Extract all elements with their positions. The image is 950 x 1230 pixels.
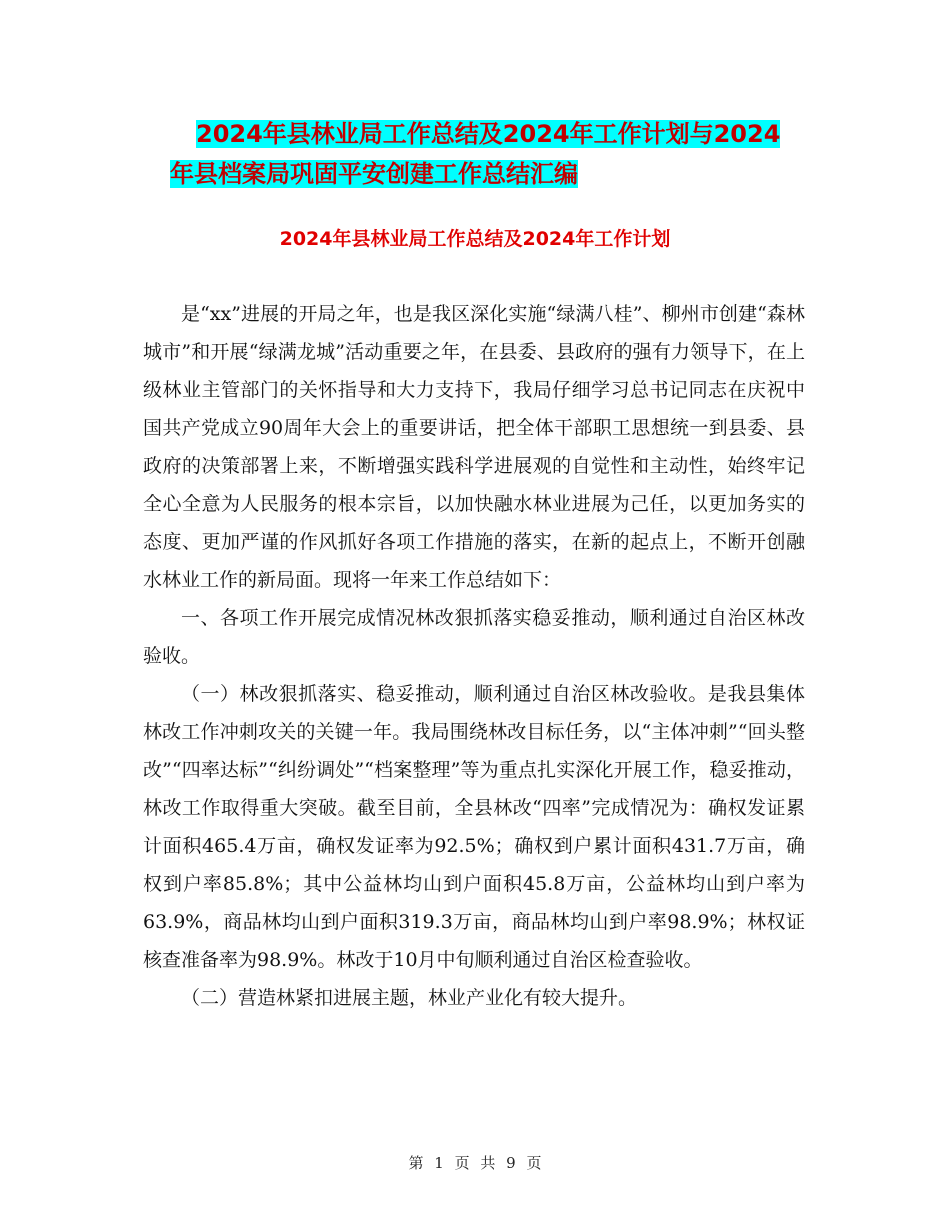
title-line-1: 2024年县林业局工作总结及2024年工作计划与2024 (196, 120, 781, 148)
page-number-footer: 第 1 页 共 9 页 (408, 1154, 542, 1172)
paragraph-afforestation: （二）营造林紧扣进展主题，林业产业化有较大提升。 (181, 987, 638, 1009)
paragraph-section-1: 一、各项工作开展完成情况林改狠抓落实稳妥推动，顺利通过自治区林改验收。 (143, 607, 805, 667)
paragraph-intro: 是“xx”进展的开局之年，也是我区深化实施“绿满八桂”、柳州市创建“森林城市”和开展“绿满龙城”活动重要之年，在县委、县政府的强有力领导下，在上级林业主管部门的关怀指导和大力支持下，我局仔细学习总书记同志在庆祝中国共产党成立90周年大会上的重要讲话，把全体干部职工思想统一到县委、县政府的决策部署上来，不断增强实践科学进展观的自觉性和主动性，始终牢记全心全意为人民服务的根本宗旨，以加快融水林业进展为己任，以更加务实的态度、更加严谨的作风抓好各项工作措施的落实，在新的起点上，不断开创融水林业工作的新局面。现将一年来工作总结如下： (143, 303, 805, 591)
document-title (170, 114, 810, 194)
body-text (143, 295, 805, 1017)
section-title: 2024年县林业局工作总结及2024年工作计划 (279, 228, 671, 250)
title-line-2: 年县档案局巩固平安创建工作总结汇编 (170, 160, 578, 188)
paragraph-forest-reform: （一）林改狠抓落实、稳妥推动，顺利通过自治区林改验收。是我县集体林改工作冲刺攻关的关键一年。我局围绕林改目标任务，以“主体冲刺”“回头整改”“四率达标”“纠纷调处”“档案整理”等为重点扎实深化开展工作，稳妥推动，林改工作取得重大突破。截至目前，全县林改“四率”完成情况为：确权发证累计面积465.4万亩，确权发证率为92.5%；确权到户累计面积431.7万亩，确权到户率85.8%；其中公益林均山到户面积45.8万亩，公益林均山到户率为63.9%，商品林均山到户面积319.3万亩，商品林均山到户率98.9%；林权证核查准备率为98.9%。林改于10月中旬顺利通过自治区检查验收。 (143, 683, 805, 971)
